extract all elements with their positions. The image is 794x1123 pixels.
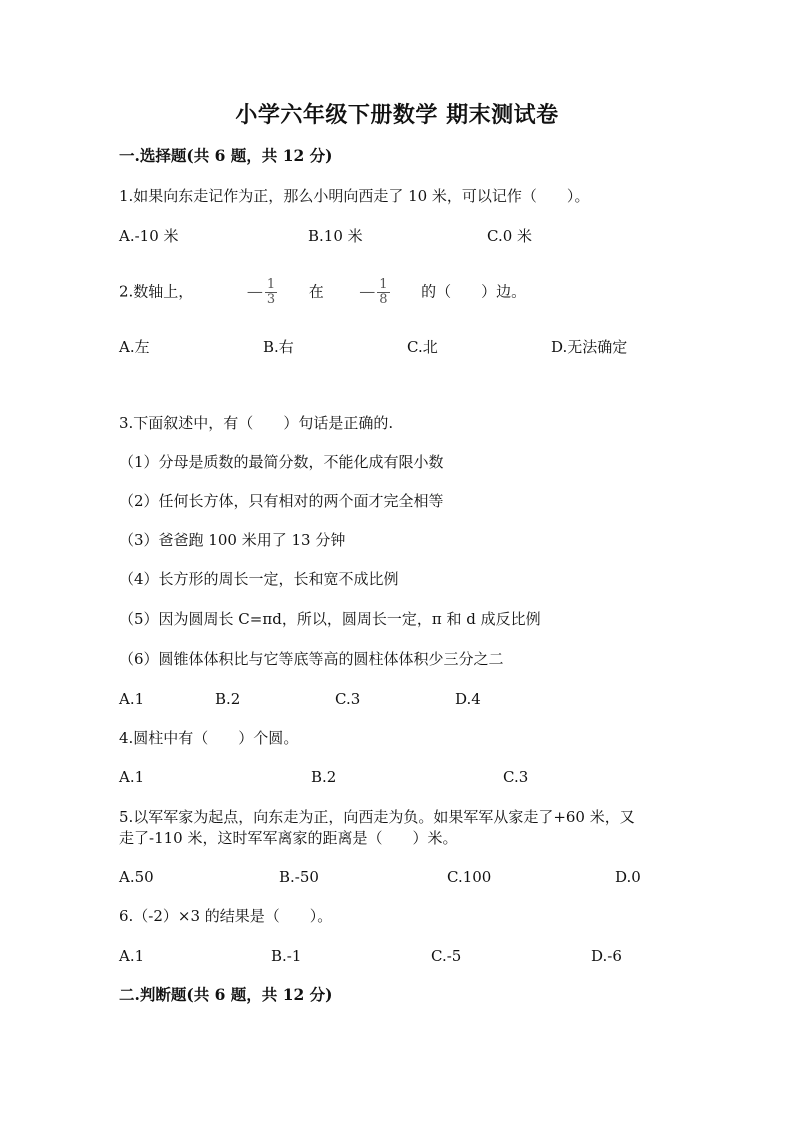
fraction-2-denominator: 8	[379, 292, 388, 307]
question-3-statement-3: （3）爸爸跑 100 米用了 13 分钟	[119, 531, 346, 549]
question-3-statement-2: （2）任何长方体，只有相对的两个面才完全相等	[119, 492, 444, 510]
question-5-option-c: C.100	[447, 868, 492, 886]
question-3-option-c: C.3	[335, 690, 361, 708]
question-2-option-b: B.右	[263, 338, 294, 356]
question-5-option-d: D.0	[615, 868, 641, 886]
question-1-option-c: C.0 米	[487, 227, 533, 245]
question-5-option-a: A.50	[119, 868, 154, 886]
question-3-statement-1: （1）分母是质数的最简分数，不能化成有限小数	[119, 453, 444, 471]
question-6-option-c: C.-5	[431, 947, 462, 965]
question-4-option-c: C.3	[503, 768, 529, 786]
question-3-statement-6: （6）圆锥体体积比与它等底等高的圆柱体体积少三分之二	[119, 650, 504, 668]
question-2-option-a: A.左	[119, 338, 150, 356]
question-6-option-d: D.-6	[591, 947, 622, 965]
fraction-1-sign: —	[246, 281, 263, 301]
question-6-option-b: B.-1	[271, 947, 302, 965]
question-1-option-b: B.10 米	[308, 227, 363, 245]
question-6-option-a: A.1	[119, 947, 145, 965]
fraction-1	[265, 278, 277, 307]
question-4-option-a: A.1	[119, 768, 145, 786]
question-2-prefix: 2.数轴上，	[119, 282, 194, 301]
fraction-2-sign: —	[359, 281, 376, 301]
question-2-suffix: 的（ ）边。	[421, 282, 527, 301]
question-3-option-d: D.4	[455, 690, 481, 708]
question-3-text: 3.下面叙述中，有（ ）句话是正确的.	[119, 414, 394, 432]
fraction-1-numerator: 1	[266, 277, 276, 292]
question-5-option-b: B.-50	[279, 868, 319, 886]
question-3-option-a: A.1	[119, 690, 145, 708]
question-2-option-d: D.无法确定	[551, 338, 628, 356]
fraction-2	[377, 278, 389, 307]
question-4-text: 4.圆柱中有（ ）个圆。	[119, 729, 299, 747]
question-2-option-c: C.北	[407, 338, 438, 356]
question-1-text: 1.如果向东走记作为正，那么小明向西走了 10 米，可以记作（ ）。	[119, 187, 590, 205]
fraction-1-denominator: 3	[266, 292, 276, 307]
question-2-mid: 在	[308, 282, 324, 301]
question-3-statement-4: （4）长方形的周长一定，长和宽不成比例	[119, 570, 399, 588]
question-3-option-b: B.2	[215, 690, 241, 708]
question-6-text: 6.（-2）×3 的结果是（ ）。	[119, 907, 333, 925]
question-5-line-2: 走了-110 米，这时军军离家的距离是（ ）米。	[119, 829, 458, 847]
question-5-line-1: 5.以军军家为起点，向东走为正，向西走为负。如果军军从家走了+60 米，又	[119, 808, 635, 826]
question-2-text	[119, 278, 526, 307]
question-4-option-b: B.2	[311, 768, 337, 786]
section-header-judgement: 二.判断题(共 6 题，共 12 分)	[119, 985, 333, 1004]
page-title: 小学六年级下册数学 期末测试卷	[235, 102, 559, 128]
fraction-2-numerator: 1	[379, 277, 388, 292]
section-header-choice: 一.选择题(共 6 题，共 12 分)	[119, 146, 333, 165]
question-3-statement-5: （5）因为圆周长 C=πd，所以，圆周长一定，π 和 d 成反比例	[119, 610, 541, 628]
question-1-option-a: A.-10 米	[119, 227, 179, 245]
